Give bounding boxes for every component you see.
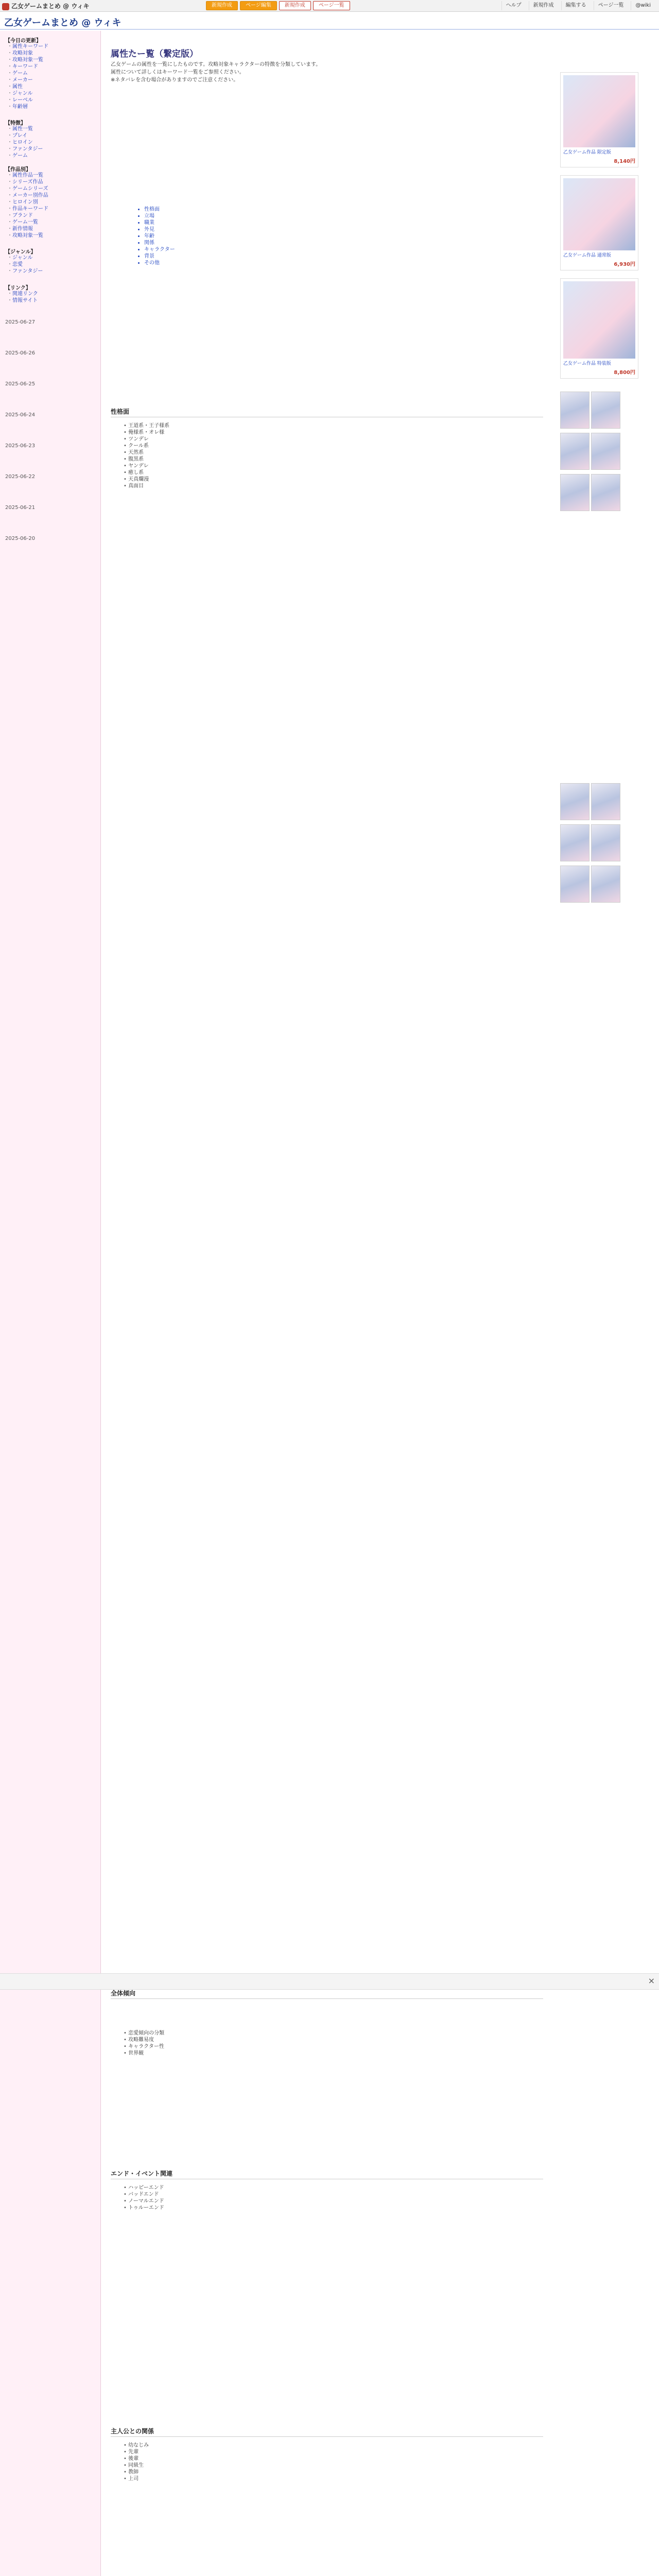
- thumbnail[interactable]: [591, 474, 620, 511]
- edit-link[interactable]: 編集する: [561, 1, 591, 10]
- list-item: • 同級生: [124, 2462, 149, 2469]
- section-list: [124, 2184, 164, 2211]
- toc-item[interactable]: • キャラクター: [144, 246, 175, 253]
- list-item: • 王道系・王子様系: [124, 422, 169, 429]
- list-item: • ツンデレ: [124, 436, 169, 443]
- sidebar-item[interactable]: ・ ジャンル: [7, 90, 48, 97]
- sidebar-item[interactable]: ・ 属性一覧: [7, 126, 43, 132]
- list-item: • 癒し系: [124, 469, 169, 476]
- update-date: 2025-06-20: [5, 536, 36, 541]
- product-price: 6,930円: [614, 262, 635, 267]
- toc-item[interactable]: • 背景: [144, 253, 175, 260]
- sidebar-section-title: 【特徴】: [5, 121, 26, 126]
- toc-item[interactable]: • 性格面: [144, 206, 175, 213]
- toc-item[interactable]: • 年齢: [144, 233, 175, 240]
- list-item: • 腹黒系: [124, 456, 169, 463]
- top-nav-create[interactable]: 新規作成: [279, 1, 311, 10]
- section-list: [124, 2442, 149, 2482]
- update-date: 2025-06-21: [5, 505, 36, 511]
- sidebar-section-title: 【リンク】: [5, 285, 31, 291]
- sidebar-section-title: 【今日の更新】: [5, 38, 41, 44]
- sidebar-item[interactable]: ・ ゲームシリーズ: [7, 185, 48, 192]
- list-item: • 俺様系・オレ様: [124, 429, 169, 436]
- page-title: 属性たー覧（繋定版）: [111, 49, 198, 59]
- new-page-link[interactable]: 新規作成: [529, 1, 558, 10]
- sidebar-item[interactable]: ・ シリーズ作品: [7, 179, 48, 185]
- intro-line: 属性について詳しくはキーワード一覧をご参照ください。: [111, 70, 245, 75]
- section-list: [124, 422, 169, 489]
- list-item: • 恋愛傾向の分類: [124, 2030, 164, 2037]
- thumbnail[interactable]: [591, 392, 620, 429]
- thumbnail[interactable]: [560, 866, 589, 903]
- list-item: • ヤンデレ: [124, 463, 169, 469]
- product-ad[interactable]: [560, 72, 638, 167]
- toc-item[interactable]: • その他: [144, 260, 175, 266]
- product-caption[interactable]: 乙女ゲーム作品 通常版: [563, 253, 611, 258]
- site-header: [0, 12, 659, 30]
- section-heading: 主人公との関係: [111, 2427, 543, 2437]
- sidebar: [0, 31, 101, 2576]
- list-item: • 上司: [124, 2476, 149, 2482]
- product-image[interactable]: [563, 281, 635, 359]
- update-date: 2025-06-25: [5, 381, 36, 387]
- update-date: 2025-06-27: [5, 319, 36, 325]
- top-right-links: [501, 1, 655, 10]
- section-heading: エンド・イベント関連: [111, 2169, 543, 2179]
- sidebar-item[interactable]: ・ 情報サイト: [7, 297, 38, 304]
- thumbnail[interactable]: [560, 392, 589, 429]
- sidebar-section-title: 【ジャンル】: [5, 249, 36, 255]
- sidebar-item[interactable]: ・ 関連リンク: [7, 291, 38, 297]
- page-list-link[interactable]: ページ一覧: [594, 1, 628, 10]
- intro-line: 乙女ゲームの属性を一覧にしたものです。攻略対象キャラクターの特徴を分類しています。: [111, 62, 321, 67]
- sidebar-list: [7, 126, 43, 159]
- intro-line: ※ネタバレを含む場合がありますのでご注意ください。: [111, 77, 239, 83]
- sidebar-item[interactable]: ・ 属性キーワード: [7, 43, 48, 50]
- list-item: • 先輩: [124, 2449, 149, 2455]
- section-heading: 性格面: [111, 407, 543, 417]
- section-heading: 全体傾向: [111, 1989, 543, 1999]
- sidebar-item[interactable]: ・ ヒロイン: [7, 139, 43, 146]
- thumbnail-grid: [560, 783, 648, 938]
- toc-item[interactable]: • 職業: [144, 219, 175, 226]
- sidebar-item[interactable]: ・ ブランド: [7, 212, 48, 219]
- sidebar-item[interactable]: ・ ファンタジー: [7, 268, 43, 275]
- list-item: • 世界観: [124, 2050, 164, 2057]
- thumbnail[interactable]: [591, 824, 620, 861]
- list-item: • クール系: [124, 443, 169, 449]
- product-image[interactable]: [563, 178, 635, 250]
- sidebar-item[interactable]: ・ ファンタジー: [7, 146, 43, 152]
- sidebar-item[interactable]: ・ ゲーム一覧: [7, 219, 48, 226]
- product-price: 8,800円: [614, 370, 635, 376]
- help-link[interactable]: ヘルプ: [501, 1, 526, 10]
- update-date: 2025-06-26: [5, 350, 36, 356]
- thumbnail[interactable]: [560, 824, 589, 861]
- section-list: [124, 2030, 164, 2057]
- thumbnail-grid: [560, 392, 648, 546]
- update-date: 2025-06-22: [5, 474, 36, 480]
- sidebar-item[interactable]: ・ ジャンル: [7, 255, 43, 261]
- list-item: • 攻略難易度: [124, 2037, 164, 2043]
- top-nav: [206, 1, 350, 10]
- update-date: 2025-06-23: [5, 443, 36, 449]
- site-title[interactable]: 乙女ゲームまとめ @ ウィキ: [4, 18, 122, 28]
- thumbnail[interactable]: [591, 866, 620, 903]
- sidebar-list: [7, 172, 48, 239]
- site-name: 乙女ゲームまとめ @ ウィキ: [11, 3, 90, 10]
- list-item: • 天然系: [124, 449, 169, 456]
- list-item: • 教師: [124, 2469, 149, 2476]
- list-item: • 真面目: [124, 483, 169, 489]
- top-nav-new[interactable]: 新規作成: [206, 1, 238, 10]
- product-ad[interactable]: [560, 175, 638, 270]
- product-caption[interactable]: 乙女ゲーム作品 限定版: [563, 150, 611, 155]
- toc-item[interactable]: • 外見: [144, 226, 175, 233]
- thumbnail[interactable]: [591, 783, 620, 820]
- list-item: • バッドエンド: [124, 2191, 164, 2198]
- sidebar-list: [7, 43, 48, 110]
- sidebar-item[interactable]: ・ プレイ: [7, 132, 43, 139]
- list-item: • ノーマルエンド: [124, 2198, 164, 2205]
- sidebar-item[interactable]: ・ 攻略対象一覧: [7, 57, 48, 63]
- sidebar-item[interactable]: ・ 属性作品一覧: [7, 172, 48, 179]
- sidebar-item[interactable]: ・ ゲーム: [7, 152, 43, 159]
- sidebar-item[interactable]: ・ 作品キーワード: [7, 206, 48, 212]
- sidebar-item[interactable]: ・ ゲーム: [7, 70, 48, 77]
- sidebar-item[interactable]: ・ 年齢層: [7, 104, 48, 110]
- top-nav-edit[interactable]: ページ編集: [240, 1, 277, 10]
- sidebar-item[interactable]: ・ レーベル: [7, 97, 48, 104]
- overlay-banner: [0, 1973, 659, 1990]
- sidebar-item[interactable]: ・ 新作情報: [7, 226, 48, 232]
- top-bar: [0, 0, 659, 12]
- sidebar-section-title: 【作品別】: [5, 167, 31, 173]
- list-item: • 後輩: [124, 2455, 149, 2462]
- list-item: • 幼なじみ: [124, 2442, 149, 2449]
- toc-item[interactable]: • 関係: [144, 240, 175, 246]
- top-nav-list[interactable]: ページ一覧: [313, 1, 350, 10]
- sidebar-item[interactable]: ・ ヒロイン別: [7, 199, 48, 206]
- sidebar-item[interactable]: ・ メーカー: [7, 77, 48, 83]
- product-image[interactable]: [563, 75, 635, 147]
- close-icon[interactable]: ×: [648, 1976, 655, 1986]
- site-logo-icon: [2, 3, 9, 10]
- table-of-contents: [124, 206, 175, 266]
- product-price: 8,140円: [614, 159, 635, 164]
- sidebar-item[interactable]: ・ 属性: [7, 83, 48, 90]
- list-item: • トゥルーエンド: [124, 2205, 164, 2211]
- site-logo[interactable]: [2, 2, 90, 10]
- list-item: • キャラクター性: [124, 2043, 164, 2050]
- thumbnail[interactable]: [591, 433, 620, 470]
- atwiki-link[interactable]: @wiki: [631, 1, 655, 10]
- sidebar-list: [7, 291, 38, 304]
- sidebar-list: [7, 255, 43, 275]
- thumbnail[interactable]: [560, 433, 589, 470]
- product-ad[interactable]: [560, 278, 638, 379]
- thumbnail[interactable]: [560, 474, 589, 511]
- thumbnail[interactable]: [560, 783, 589, 820]
- sidebar-item[interactable]: ・ キーワード: [7, 63, 48, 70]
- sidebar-item[interactable]: ・ メーカー別作品: [7, 192, 48, 199]
- intro-text: [111, 61, 533, 84]
- toc-item[interactable]: • 立場: [144, 213, 175, 219]
- sidebar-item[interactable]: ・ 恋愛: [7, 261, 43, 268]
- product-caption[interactable]: 乙女ゲーム作品 特装版: [563, 361, 611, 366]
- sidebar-item[interactable]: ・ 攻略対象一覧: [7, 232, 48, 239]
- list-item: • 天真爛漫: [124, 476, 169, 483]
- list-item: • ハッピーエンド: [124, 2184, 164, 2191]
- sidebar-item[interactable]: ・ 攻略対象: [7, 50, 48, 57]
- update-date: 2025-06-24: [5, 412, 36, 418]
